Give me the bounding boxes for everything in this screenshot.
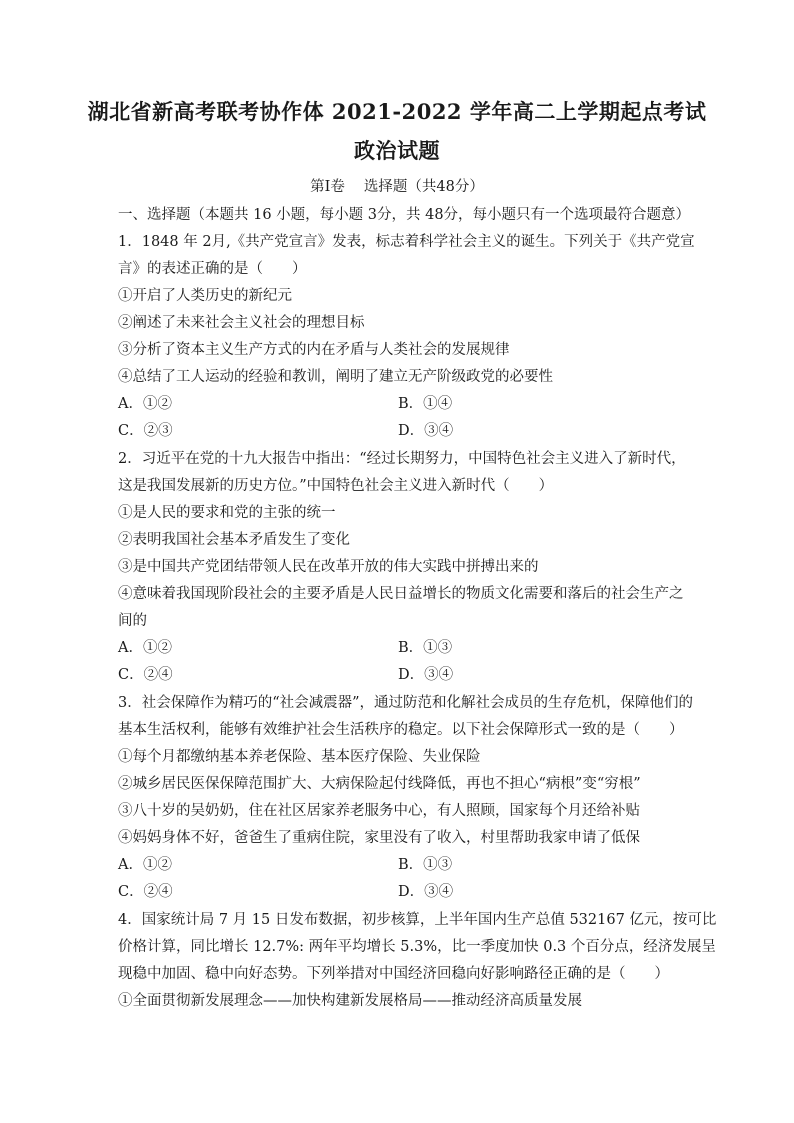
question-4-statement-1: ①全面贯彻新发展理念——加快构建新发展格局——推动经济高质量发展 — [118, 993, 582, 1009]
question-3-statement-2: ②城乡居民医保保障范围扩大、大病保险起付线降低，再也不担心“病根”变“穷根” — [118, 776, 641, 792]
section-title: 第Ⅰ卷 选择题（共48分） — [310, 179, 484, 195]
question-3-option-d: D．③④ — [398, 884, 454, 900]
question-4-stem-line-3: 现稳中加固、稳中向好态势。下列举措对中国经济回稳向好影响路径正确的是（ ） — [118, 966, 669, 982]
question-2-option-d: D．③④ — [398, 667, 454, 683]
question-2-statement-4: ④意味着我国现阶段社会的主要矛盾是人民日益增长的物质文化需要和落后的社会生产之 — [118, 586, 684, 602]
question-3-statement-1: ①每个月都缴纳基本养老保险、基本医疗保险、失业保险 — [118, 749, 481, 765]
question-2-stem-line-2: 这是我国发展新的历史方位。”中国特色社会主义进入新时代（ ） — [118, 478, 554, 494]
question-3-option-b: B．①③ — [398, 857, 453, 873]
question-1-option-a: A．①② — [118, 396, 172, 412]
question-3-option-c: C．②④ — [118, 884, 173, 900]
exam-title: 湖北省新高考联考协作体 2021-2022 学年高二上学期起点考试 — [87, 99, 707, 124]
question-2-option-a: A．①② — [118, 640, 172, 656]
question-1-statement-1: ①开启了人类历史的新纪元 — [118, 288, 292, 304]
question-3-option-a: A．①② — [118, 857, 172, 873]
question-3-statement-4: ④妈妈身体不好，爸爸生了重病住院，家里没有了收入，村里帮助我家申请了低保 — [118, 830, 640, 846]
question-1-option-c: C．②③ — [118, 423, 173, 439]
instructions: 一、选择题（本题共 16 小题，每小题 3分，共 48分，每小题只有一个选项最符合题意） — [118, 207, 691, 223]
question-4-stem-line-1: 4．国家统计局 7 月 15 日发布数据，初步核算，上半年国内生产总值 532167 亿元，按可比 — [118, 912, 717, 928]
question-3-stem-line-1: 3．社会保障作为精巧的“社会减震器”，通过防范和化解社会成员的生存危机，保障他们的 — [118, 695, 694, 711]
question-2-statement-1: ①是人民的要求和党的主张的统一 — [118, 505, 336, 521]
question-2-statement-4-cont: 间的 — [118, 613, 147, 629]
question-1-option-d: D．③④ — [398, 423, 454, 439]
exam-subject-title: 政治试题 — [354, 138, 440, 163]
question-1-statement-3: ③分析了资本主义生产方式的内在矛盾与人类社会的发展规律 — [118, 342, 510, 358]
question-2-statement-2: ②表明我国社会基本矛盾发生了变化 — [118, 532, 350, 548]
question-2-option-b: B．①③ — [398, 640, 453, 656]
question-2-option-c: C．②④ — [118, 667, 173, 683]
question-2-statement-3: ③是中国共产党团结带领人民在改革开放的伟大实践中拼搏出来的 — [118, 559, 539, 575]
question-1-stem-line-2: 言》的表述正确的是（ ） — [118, 261, 307, 277]
question-3-stem-line-2: 基本生活权利，能够有效维护社会生活秩序的稳定。以下社会保障形式一致的是（ ） — [118, 722, 684, 738]
question-2-stem-line-1: 2．习近平在党的十九大报告中指出：“经过长期努力，中国特色社会主义进入了新时代， — [118, 451, 686, 467]
question-1-statement-4: ④总结了工人运动的经验和教训，阐明了建立无产阶级政党的必要性 — [118, 369, 553, 385]
question-1-option-b: B．①④ — [398, 396, 453, 412]
question-1-stem-line-1: 1．1848 年 2月,《共产党宣言》发表，标志着科学社会主义的诞生。下列关于《共产党宣 — [118, 234, 695, 250]
question-3-statement-3: ③八十岁的吴奶奶，住在社区居家养老服务中心，有人照顾，国家每个月还给补贴 — [118, 803, 640, 819]
question-4-stem-line-2: 价格计算，同比增长 12.7%: 两年平均增长 5.3%，比一季度加快 0.3 个百分点，经济发展呈 — [118, 939, 716, 955]
question-1-statement-2: ②阐述了未来社会主义社会的理想目标 — [118, 315, 365, 331]
